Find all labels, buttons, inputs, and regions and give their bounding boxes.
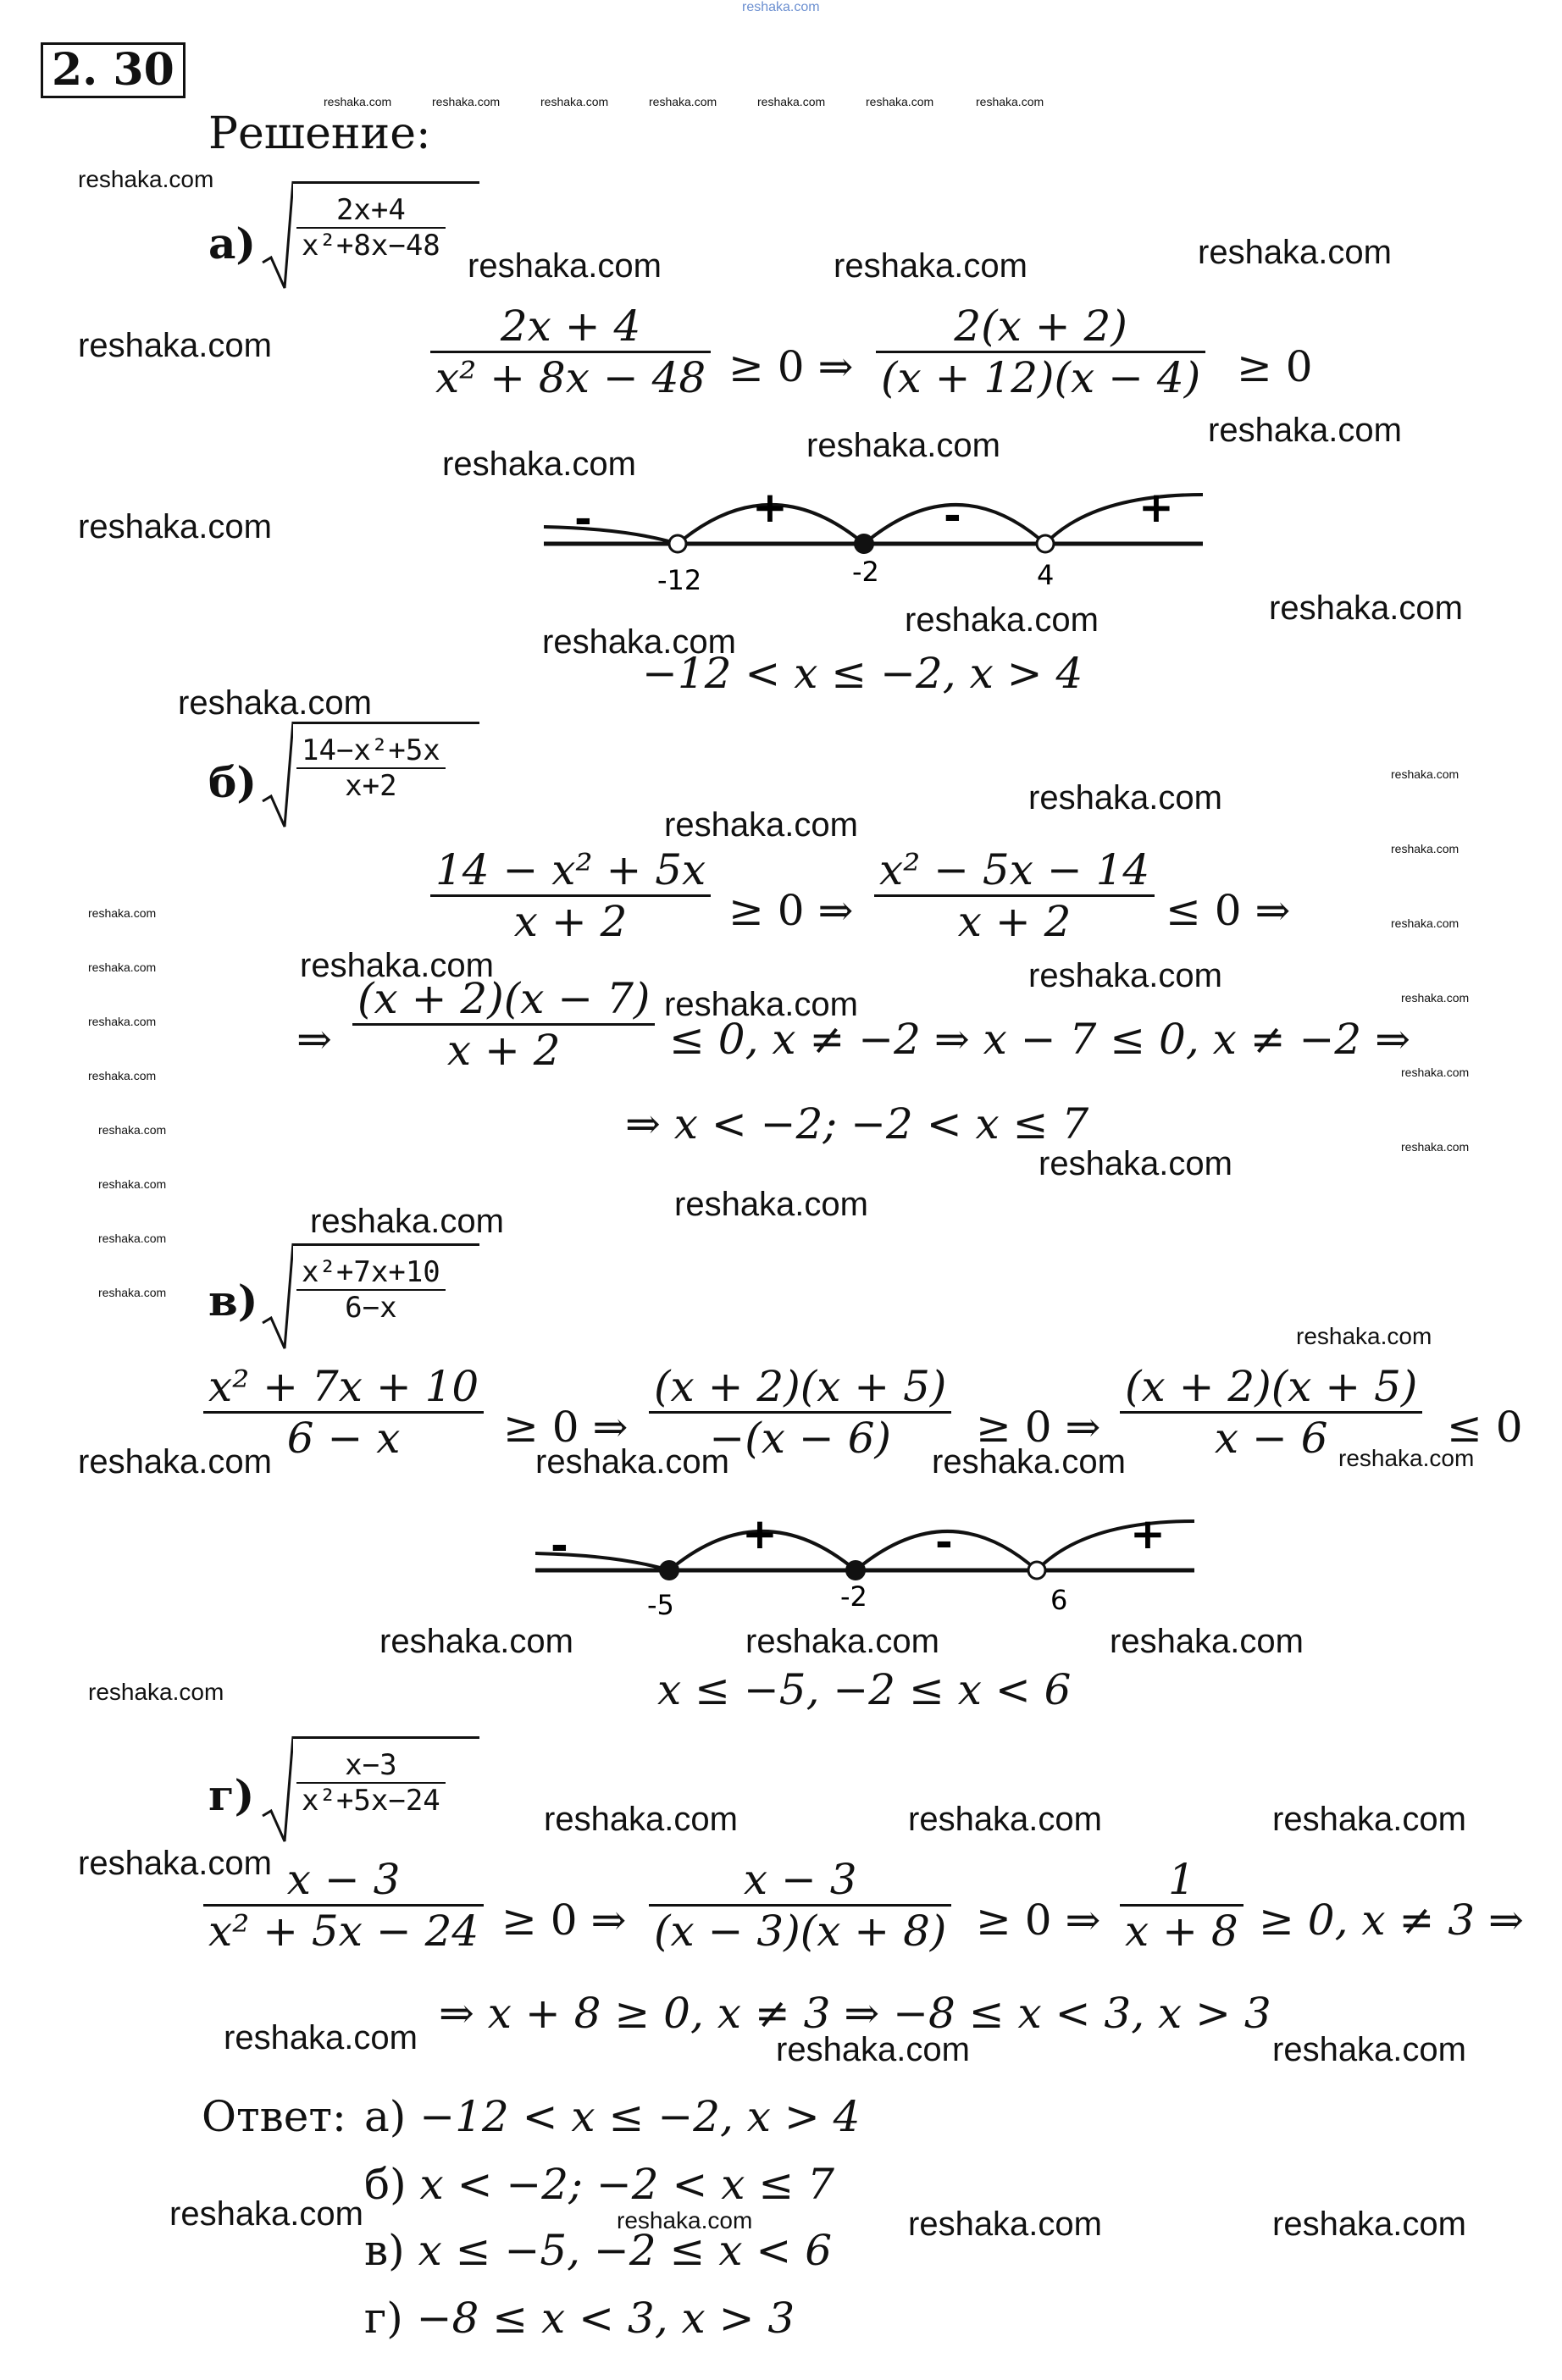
closed-point [854,534,874,554]
closed-point [659,1560,679,1580]
answer-a-value: −12 < x ≤ −2, x > 4 [419,2092,861,2141]
open-point [1028,1562,1045,1579]
answer-b-value: x < −2; −2 < x ≤ 7 [419,2160,834,2209]
part-a-number-line [534,474,1211,610]
part-b-frac2-num: x² − 5x − 14 [879,845,1150,894]
watermark: reshaka.com [1272,2031,1466,2068]
part-c-frac3-den: x − 6 [1214,1414,1328,1463]
part-d-radicand-num: x−3 [345,1748,397,1782]
watermark: reshaka.com [169,2195,363,2233]
answer-d-row [364,2294,795,2343]
part-b-frac3 [352,974,655,1075]
answer-label: Ответ: [202,2092,346,2141]
part-b-radicand-num: 14−x²+5x [302,733,440,767]
watermark: reshaka.com [78,1443,272,1481]
watermark: reshaka.com [224,2019,418,2056]
sign-label: - [944,491,961,540]
watermark: reshaka.com [88,906,157,920]
watermark: reshaka.com [1401,1065,1470,1079]
watermark: reshaka.com [976,95,1044,108]
part-c-label: в) [208,1276,258,1326]
watermark: reshaka.com [1028,957,1222,994]
watermark: reshaka.com [617,2207,753,2233]
part-b-label: б) [208,757,258,807]
watermark: reshaka.com [98,1286,167,1299]
watermark: reshaka.com [310,1203,504,1240]
sign-label: + [742,1509,778,1558]
watermark: reshaka.com [468,247,662,285]
watermark: reshaka.com [1338,1445,1475,1471]
watermark: reshaka.com [535,1443,729,1481]
watermark: reshaka.com [806,427,1000,464]
watermark: reshaka.com [1110,1623,1304,1660]
watermark: reshaka.com [1272,1801,1466,1838]
watermark: reshaka.com [1208,412,1402,449]
part-d-label: г) [208,1770,255,1820]
open-point [669,535,686,552]
part-a-radical [259,180,479,290]
part-d-frac3-num: 1 [1167,1855,1195,1904]
site-mark-top: reshaka.com [742,0,820,14]
solution-label: Решение: [208,108,431,159]
part-d-frac2-den: (x − 3)(x + 8) [654,1907,947,1956]
part-d-rel1: ≥ 0 ⇒ [501,1896,627,1945]
watermark: reshaka.com [88,960,157,974]
watermark: reshaka.com [1269,589,1463,627]
part-c-number-line [525,1499,1203,1635]
part-b-rel2: ≤ 0 ⇒ [1166,886,1291,935]
part-a-radicand-num: 2x+4 [335,193,406,227]
point-label: 4 [1037,559,1055,591]
part-d-rel2: ≥ 0 ⇒ [976,1896,1101,1945]
part-c-radicand-den: 6−x [345,1291,397,1325]
point-label: -2 [840,1580,867,1613]
part-b-frac3-den: x + 2 [446,1026,561,1075]
point-label: -2 [852,556,879,588]
part-a-frac2-den: (x + 12)(x − 4) [881,353,1201,402]
part-d-frac2-num: x − 3 [743,1855,857,1904]
watermark: reshaka.com [544,1801,738,1838]
watermark: reshaka.com [300,947,494,984]
point-label: 6 [1050,1584,1068,1616]
answer-a-row [364,2092,861,2141]
part-b-radicand-den: x+2 [345,769,397,803]
watermark: reshaka.com [98,1177,167,1191]
point-label: -5 [647,1589,674,1621]
point-label: -12 [657,564,702,596]
part-a-result: −12 < x ≤ −2, x > 4 [642,649,1083,698]
sign-label: + [1130,1509,1166,1558]
part-d-rel3: ≥ 0, x ≠ 3 ⇒ [1259,1896,1524,1945]
part-a-radicand-den: x²+8x−48 [302,229,440,263]
watermark: reshaka.com [542,623,736,661]
watermark: reshaka.com [908,2206,1102,2243]
part-a-frac2-num: 2(x + 2) [954,302,1127,351]
watermark: reshaka.com [442,446,636,483]
watermark: reshaka.com [674,1186,868,1223]
part-d-frac3-den: x + 8 [1125,1907,1238,1956]
answer-c-row [364,2226,832,2275]
watermark: reshaka.com [1401,991,1470,1005]
watermark: reshaka.com [905,601,1099,639]
answer-d-label: г) [364,2294,403,2343]
part-d-radical [259,1735,479,1845]
watermark: reshaka.com [1401,1140,1470,1154]
watermark: reshaka.com [540,95,609,108]
watermark: reshaka.com [834,247,1027,285]
part-b-frac1 [430,845,711,946]
problem-number-text: 2. 30 [52,44,174,96]
part-a-frac1 [430,302,711,402]
watermark: reshaka.com [776,2031,970,2068]
watermark: reshaka.com [1198,234,1392,271]
watermark: reshaka.com [379,1623,573,1660]
radical-sign-icon [259,1242,293,1352]
part-c-radical [259,1242,479,1352]
part-b-pre3: ⇒ [296,1015,332,1064]
part-d-result: ⇒ x + 8 ≥ 0, x ≠ 3 ⇒ −8 ≤ x < 3, x > 3 [439,1989,1271,2038]
watermark: reshaka.com [1272,2206,1466,2243]
part-c-rel3: ≤ 0 [1447,1403,1523,1452]
sign-label: - [935,1518,953,1567]
part-b-frac3-num: (x + 2)(x − 7) [357,974,651,1023]
watermark: reshaka.com [1296,1323,1432,1349]
answer-d-value: −8 ≤ x < 3, x > 3 [416,2294,795,2343]
watermark: reshaka.com [1391,916,1460,930]
part-d-frac3 [1120,1855,1244,1956]
watermark: reshaka.com [98,1232,167,1245]
part-c-rel1: ≥ 0 ⇒ [503,1403,629,1452]
watermark: reshaka.com [432,95,501,108]
watermark: reshaka.com [1391,842,1460,855]
part-b-frac2 [874,845,1155,946]
open-point [1037,535,1054,552]
part-c-rel2: ≥ 0 ⇒ [976,1403,1101,1452]
part-c-frac2-num: (x + 2)(x + 5) [654,1362,947,1411]
watermark: reshaka.com [98,1123,167,1137]
watermark: reshaka.com [78,166,214,192]
watermark: reshaka.com [932,1443,1126,1481]
watermark: reshaka.com [757,95,826,108]
closed-point [845,1560,866,1580]
part-a-frac1-num: 2x + 4 [500,302,641,351]
problem-number [41,42,186,98]
watermark: reshaka.com [1039,1145,1232,1182]
part-a-frac1-den: x² + 8x − 48 [435,353,706,402]
watermark: reshaka.com [664,806,858,844]
part-d-frac1-den: x² + 5x − 24 [208,1907,479,1956]
part-b-frac2-den: x + 2 [957,897,1072,946]
part-b-radical [259,720,479,830]
watermark: reshaka.com [324,95,392,108]
answer-c-label: в) [364,2226,405,2275]
watermark: reshaka.com [78,1845,272,1882]
watermark: reshaka.com [178,684,372,722]
part-b-result: ⇒ x < −2; −2 < x ≤ 7 [625,1099,1089,1148]
watermark: reshaka.com [78,508,272,545]
part-b-frac1-num: 14 − x² + 5x [435,845,706,894]
part-a-frac2 [876,302,1205,402]
answer-b-label: б) [364,2160,407,2209]
radical-sign-icon [259,720,293,830]
watermark: reshaka.com [78,327,272,364]
part-b-rel1: ≥ 0 ⇒ [728,886,854,935]
part-b-rel3: ≤ 0, x ≠ −2 ⇒ x − 7 ≤ 0, x ≠ −2 ⇒ [669,1015,1410,1064]
sign-label: - [551,1521,568,1570]
watermark: reshaka.com [745,1623,939,1660]
answer-a-label: а) [364,2092,407,2141]
sign-label: + [1138,483,1174,532]
watermark: reshaka.com [88,1015,157,1028]
sign-label: + [752,483,788,532]
watermark: reshaka.com [649,95,717,108]
sign-label: - [574,495,592,544]
watermark: reshaka.com [1028,779,1222,816]
part-c-frac3-num: (x + 2)(x + 5) [1125,1362,1418,1411]
watermark: reshaka.com [866,95,934,108]
part-b-frac1-den: x + 2 [513,897,628,946]
radical-sign-icon [259,180,293,290]
part-c-frac1-den: 6 − x [286,1414,401,1463]
watermark: reshaka.com [88,1679,224,1705]
part-d-radicand-den: x²+5x−24 [302,1784,440,1818]
radical-sign-icon [259,1735,293,1845]
watermark: reshaka.com [1391,767,1460,781]
part-c-radicand-num: x²+7x+10 [302,1255,440,1289]
answer-c-value: x ≤ −5, −2 ≤ x < 6 [418,2226,833,2275]
part-a-rel2: ≥ 0 [1237,342,1313,391]
part-c-frac2-den: −(x − 6) [709,1414,892,1463]
part-a-label: а) [208,219,257,268]
part-d-frac2 [649,1855,951,1956]
part-c-frac1-num: x² + 7x + 10 [208,1362,479,1411]
watermark: reshaka.com [664,986,858,1023]
part-d-frac1-num: x − 3 [286,1855,401,1904]
answer-b-row [364,2160,834,2209]
watermark: reshaka.com [88,1069,157,1082]
watermark: reshaka.com [908,1801,1102,1838]
part-a-rel1: ≥ 0 ⇒ [728,342,854,391]
part-c-result: x ≤ −5, −2 ≤ x < 6 [657,1665,1072,1714]
